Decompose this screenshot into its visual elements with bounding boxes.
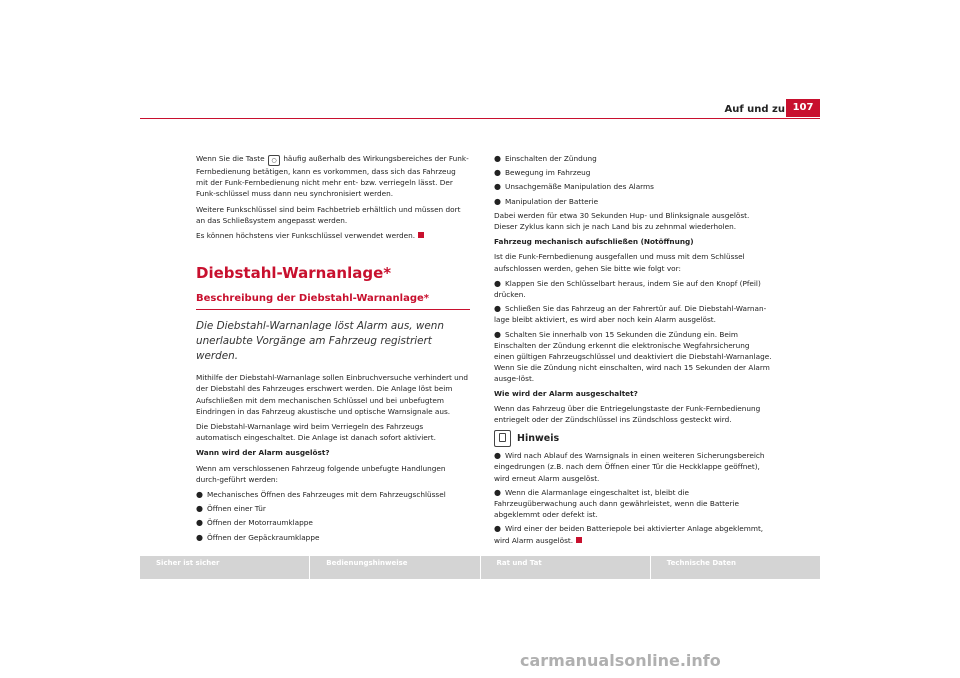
list-item bbox=[196, 489, 470, 500]
bullet-icon: ● bbox=[494, 487, 501, 497]
list-item bbox=[494, 450, 772, 484]
list-item-text: Schalten Sie innerhalb von 15 Sekunden die Zündung ein. Beim Einschalten der Zündung erkennt die elektronische Wegfahrsicherung einen gültigen Fahrzeugschlüssel und deaktiviert die Diebstahl-Warnanlage. Wenn Sie die Zündung nicht einschalten, wird nach 15 Sekunden der Alarm ausge-löst. bbox=[494, 329, 772, 384]
list-item bbox=[196, 503, 470, 514]
footer-tab-rat[interactable]: Rat und Tat bbox=[481, 556, 650, 579]
bullet-icon: ● bbox=[494, 168, 501, 178]
body-paragraph-1: Mithilfe der Diebstahl-Warnanlage sollen Einbruchversuche verhindert und der Diebstahl des Fahrzeuges erschwert werden. Die Anlage löst beim Aufschließen mit dem mechanischen Schlüssel und bei unbefugtem Eindringen in das Fahrzeug akustische und optische Warnsignale aus. bbox=[196, 373, 469, 416]
footer-tab-sicher[interactable]: Sicher ist sicher bbox=[140, 556, 309, 579]
intro-text-before-key: Wenn Sie die Taste bbox=[196, 154, 265, 163]
list-item-text: Mechanisches Öffnen des Fahrzeuges mit dem Fahrzeugschlüssel bbox=[207, 490, 446, 500]
alarm-trigger-heading: Wann wird der Alarm ausgelöst? bbox=[196, 448, 330, 458]
list-item bbox=[494, 303, 772, 325]
list-item bbox=[196, 532, 470, 543]
list-item-text: Schließen Sie das Fahrzeug an der Fahrertür auf. Die Diebstahl-Warnan-lage bleibt aktiviert, es wird aber noch kein Alarm ausgelöst. bbox=[494, 304, 767, 325]
footer-tab-technik[interactable]: Technische Daten bbox=[651, 556, 820, 579]
alarm-off-paragraph: Wenn das Fahrzeug über die Entriegelungstaste der Funk-Fernbedienung entriegelt oder der Zündschlüssel ins Zündschloss gesteckt wird. bbox=[494, 403, 761, 425]
intro-paragraph-1 bbox=[196, 153, 470, 200]
intro-paragraph-3 bbox=[196, 230, 470, 241]
bullet-icon: ● bbox=[494, 451, 501, 461]
unlock-key-icon: ○ bbox=[268, 155, 280, 166]
note-icon bbox=[494, 430, 511, 447]
list-item bbox=[494, 153, 772, 164]
bullet-icon: ● bbox=[196, 518, 203, 528]
lead-text: Die Diebstahl-Warnanlage löst Alarm aus, wenn unerlaubte Vorgänge am Fahrzeug registriert werden. bbox=[196, 320, 444, 363]
alarm-off-heading: Wie wird der Alarm ausgeschaltet? bbox=[494, 388, 638, 398]
list-item bbox=[494, 329, 772, 385]
page-number: 107 bbox=[786, 99, 820, 117]
list-item bbox=[494, 487, 772, 521]
list-item-text: Einschalten der Zündung bbox=[505, 154, 597, 163]
footer-tab-bedienung[interactable]: Bedienungshinweise bbox=[310, 556, 479, 579]
bullet-icon: ● bbox=[494, 154, 501, 163]
list-item bbox=[494, 523, 772, 545]
alarm-duration-paragraph: Dabei werden für etwa 30 Sekunden Hup- und Blinksignale ausgelöst. Dieser Zyklus kann sich je nach Land bis zu zehnmal wiederholen. bbox=[494, 210, 750, 232]
bullet-icon: ● bbox=[196, 490, 203, 500]
bullet-icon: ● bbox=[196, 532, 203, 542]
list-item-text: Öffnen der Gepäckraumklappe bbox=[207, 532, 320, 542]
intro-paragraph-3-text: Es können höchstens vier Funkschlüssel verwendet werden. bbox=[196, 231, 416, 241]
running-header-title: Auf und zu bbox=[724, 104, 785, 115]
list-item-text: Wird einer der beiden Batteriepole bei aktivierter Anlage abgeklemmt, wird Alarm ausgelöst. bbox=[494, 524, 764, 545]
list-item-text: Wird nach Ablauf des Warnsignals in einen weiteren Sicherungsbereich eingedrungen (z.B. nach dem Öffnen einer Tür die Heckklappe geöffnet), wird erneut Alarm ausgelöst. bbox=[494, 451, 765, 483]
list-item bbox=[494, 278, 772, 300]
alarm-trigger-intro: Wenn am verschlossenen Fahrzeug folgende unbefugte Handlungen durch-geführt werden: bbox=[196, 463, 446, 484]
watermark: carmanualsonline.info bbox=[520, 651, 721, 670]
list-item bbox=[494, 196, 772, 207]
list-item bbox=[494, 167, 772, 178]
list-item-text: Wenn die Alarmanlage eingeschaltet ist, bleibt die Fahrzeugüberwachung auch dann gewährleistet, wenn die Batterie abgeklemmt oder defekt ist. bbox=[494, 487, 740, 520]
section-end-icon bbox=[576, 537, 582, 543]
left-column bbox=[196, 153, 470, 546]
subsection-title: Beschreibung der Diebstahl-Warnanlage* bbox=[196, 292, 470, 310]
bullet-icon: ● bbox=[196, 504, 203, 514]
footer-nav bbox=[140, 556, 820, 579]
list-item-text: Öffnen der Motorraumklappe bbox=[207, 518, 313, 528]
header-rule bbox=[140, 118, 820, 119]
intro-paragraph-2: Weitere Funkschlüssel sind beim Fachbetrieb erhältlich und müssen dort an das Schließsystem angepasst werden. bbox=[196, 204, 461, 225]
section-title: Diebstahl-Warnanlage* bbox=[196, 264, 392, 283]
note-header bbox=[494, 430, 772, 447]
bullet-icon: ● bbox=[494, 196, 501, 206]
list-item-text: Manipulation der Batterie bbox=[505, 196, 599, 206]
bullet-icon: ● bbox=[494, 278, 501, 288]
section-end-icon bbox=[418, 232, 424, 238]
list-item-text: Klappen Sie den Schlüsselbart heraus, indem Sie auf den Knopf (Pfeil) drücken. bbox=[494, 278, 761, 300]
note-label: Hinweis bbox=[517, 433, 560, 445]
body-paragraph-2: Die Diebstahl-Warnanlage wird beim Verriegeln des Fahrzeugs automatisch eingeschaltet. Die Anlage ist danach sofort aktiviert. bbox=[196, 422, 436, 443]
bullet-icon: ● bbox=[494, 304, 501, 314]
right-column bbox=[494, 153, 772, 549]
bullet-icon: ● bbox=[494, 182, 501, 192]
emergency-unlock-intro: Ist die Funk-Fernbedienung ausgefallen und muss mit dem Schlüssel aufschlossen werden, gehen Sie bitte wie folgt vor: bbox=[494, 252, 745, 273]
intro-text-after-key: häufig außerhalb des Wirkungsbereiches der Funk-Fernbedienung betätigen, kann es vorkommen, dass sich das Fahrzeug mit der Funk-Fernbedienung nicht mehr ent- bzw. verriegeln lässt. Der Funk-schlüssel muss dann neu synchronisiert werden. bbox=[196, 154, 469, 199]
list-item-text: Öffnen einer Tür bbox=[207, 504, 266, 514]
bullet-icon: ● bbox=[494, 329, 501, 339]
list-item-text: Unsachgemäße Manipulation des Alarms bbox=[505, 182, 654, 192]
list-item bbox=[494, 181, 772, 192]
bullet-icon: ● bbox=[494, 524, 501, 534]
list-item-text: Bewegung im Fahrzeug bbox=[505, 168, 591, 178]
list-item bbox=[196, 517, 470, 528]
emergency-unlock-heading: Fahrzeug mechanisch aufschließen (Notöffnung) bbox=[494, 237, 694, 247]
